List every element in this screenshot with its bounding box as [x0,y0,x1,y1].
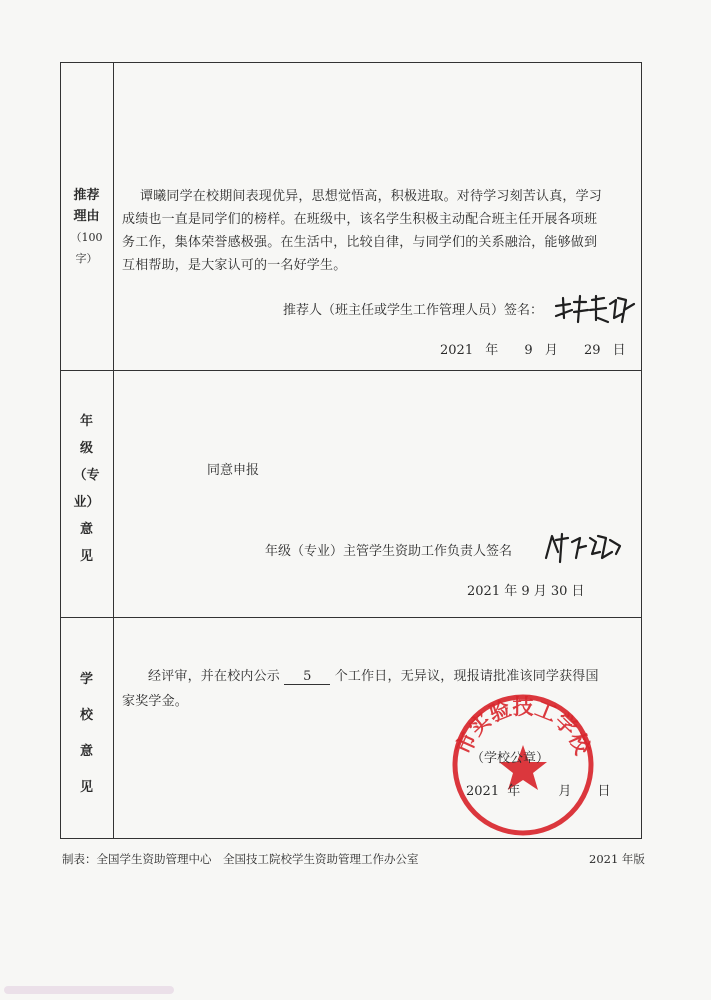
recommend-para-line1: 谭曦同学在校期间表现优异，思想觉悟高，积极进取。对待学习刻苦认真，学习 [140,189,603,204]
school-seal-note: （学校公章） [471,751,550,766]
school-date-year: 2021 [466,784,500,799]
grade-label-char-6: 见 [79,549,93,564]
recommend-date-month: 9 [524,343,533,358]
label-column-divider [113,62,114,839]
school-label-char-4: 见 [79,780,93,795]
grade-label-char-2: 级 [79,441,93,456]
recommend-label-line3: （100 [70,231,103,244]
school-label-char-2: 校 [79,708,93,723]
recommend-para-line3: 务工作，集体荣誉感极强。在生活中，比较自律，与同学们的关系融洽，能够做到 [122,235,598,250]
recommend-date-year: 2021 [440,343,474,358]
recommend-date-day: 29 [583,343,601,358]
footer-maker: 制表：全国学生资助管理中心 全国技工院校学生资助管理工作办公室 [62,852,419,866]
recommend-para-line4: 互相帮助，是大家认可的一名好学生。 [122,258,347,273]
school-label-char-1: 学 [79,672,93,687]
recommend-date [440,340,626,362]
school-date [466,781,611,803]
recommend-date-year-unit: 年 [485,343,499,358]
school-para-line1 [122,664,637,689]
grade-sign-label: 年级（专业）主管学生资助工作负责人签名 [265,544,513,559]
grade-date: 2021 年 9 月 30 日 [467,584,585,599]
recommend-reason-text [122,185,637,277]
recommend-date-month-unit: 月 [544,343,558,358]
recommend-date-day-unit: 日 [612,343,626,358]
school-date-month-unit: 月 [558,784,572,799]
recommend-label-line2: 理由 [73,209,100,224]
school-text-before: 经评审，并在校内公示 [148,669,281,684]
grade-signature [540,528,626,568]
row-divider-2 [60,617,642,618]
grade-label-char-4: 业） [73,495,100,510]
recommend-label-line4: 字） [75,252,98,265]
publicity-days-value: 5 [284,669,330,685]
school-para-line2: 家奖学金。 [122,694,189,709]
recommender-sign-label: 推荐人（班主任或学生工作管理人员）签名： [283,303,544,318]
recommend-reason-label [60,185,113,269]
recommender-signature [552,292,638,328]
recommend-label-line1: 推荐 [73,188,100,203]
grade-label-char-1: 年 [79,414,93,429]
recommend-para-line2: 成绩也一直是同学们的榜样。在班级中，该名学生积极主动配合班主任开展各项班 [122,212,598,227]
row-divider-1 [60,370,642,371]
grade-opinion-text: 同意申报 [207,463,260,478]
grade-label-char-3: （专 [73,468,100,483]
grade-label-char-5: 意 [79,522,93,537]
school-opinion-label [60,662,113,806]
footer-version: 2021 年版 [589,852,645,866]
grade-opinion-label [60,408,113,570]
school-text-after: 个工作日，无异议，现报请批准该同学获得国 [334,669,599,684]
school-date-day-unit: 日 [597,784,611,799]
bottom-watermark [0,978,180,1000]
school-date-year-unit: 年 [507,784,521,799]
school-label-char-3: 意 [79,744,93,759]
svg-text:市实验技工学校: 市实验技工学校 [450,694,596,759]
